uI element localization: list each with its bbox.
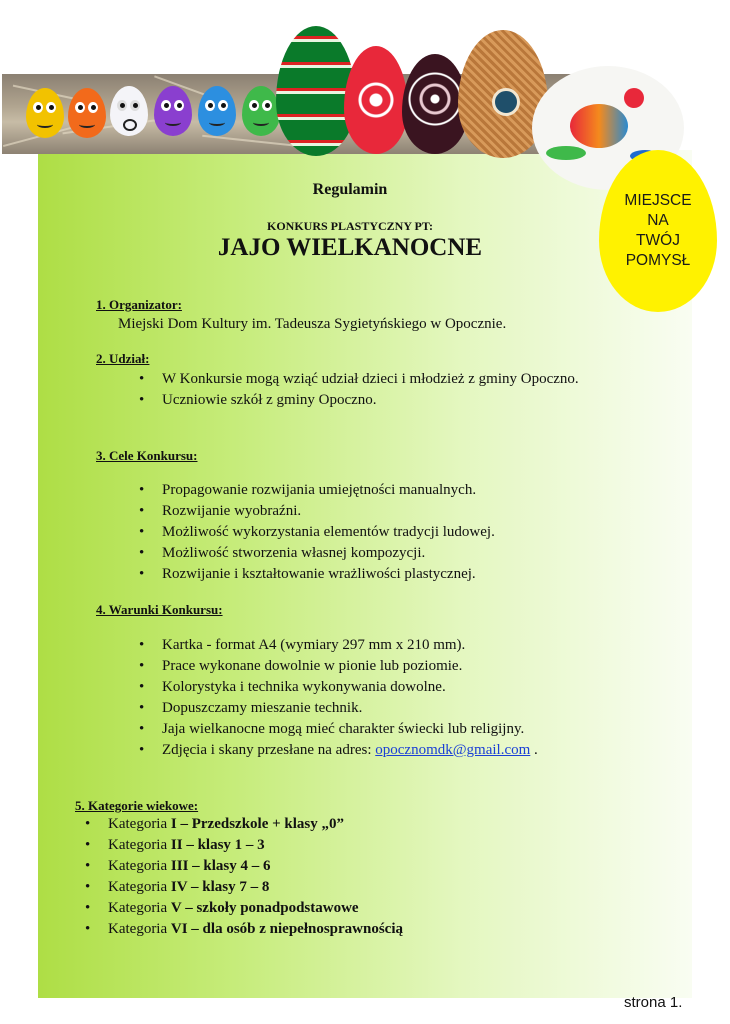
document-subheading: KONKURS PLASTYCZNY PT: — [266, 219, 433, 233]
section-organizer-title: 1. Organizator: — [96, 297, 182, 312]
face-egg-icon — [26, 88, 64, 138]
face-egg-icon — [68, 88, 106, 138]
section-participation-list — [136, 369, 624, 411]
section-participation-title: 2. Udział: — [96, 351, 150, 366]
face-egg-icon — [110, 86, 148, 136]
section-categories-list — [82, 814, 602, 940]
section-goals-title: 3. Cele Konkursu: — [96, 448, 198, 463]
decorated-egg-red-icon — [344, 46, 408, 154]
list-item — [82, 814, 602, 835]
face-egg-icon — [242, 86, 280, 136]
list-item: • Możliwość wykorzystania elementów tradycji ludowej. — [136, 522, 624, 543]
list-item — [82, 919, 602, 940]
section-conditions-title: 4. Warunki Konkursu: — [96, 602, 223, 617]
list-item: • Rozwijanie i kształtowanie wrażliwości plastycznej. — [136, 564, 624, 585]
list-item: • Kolorystyka i technika wykonywania dowolne. — [136, 677, 624, 698]
category-name: IV – klasy 7 – 8 — [170, 879, 270, 895]
list-item: • Możliwość stworzenia własnej kompozycji. — [136, 543, 624, 564]
category-prefix: Kategoria — [108, 837, 171, 853]
egg-label-line: POMYSŁ — [625, 252, 691, 269]
list-item: • Jaja wielkanocne mogą mieć charakter świecki lub religijny. — [136, 719, 624, 740]
document-heading: Regulamin — [312, 181, 388, 198]
document-title: JAJO WIELKANOCNE — [217, 234, 483, 261]
egg-label-line: MIEJSCE — [624, 192, 692, 209]
face-egg-icon — [198, 86, 236, 136]
list-item: • Uczniowie szkół z gminy Opoczno. — [136, 390, 624, 411]
email-suffix: . — [530, 742, 538, 758]
list-item: • Kartka - format A4 (wymiary 297 mm x 210 mm). — [136, 635, 624, 656]
egg-label-line: NA — [647, 212, 669, 229]
category-prefix: Kategoria — [108, 816, 171, 832]
email-link[interactable]: opocznomdk@gmail.com — [375, 742, 531, 758]
category-prefix: Kategoria — [108, 900, 171, 916]
category-name: I – Przedszkole + klasy „0” — [170, 816, 345, 832]
list-item: • Prace wykonane dowolnie w pionie lub poziomie. — [136, 656, 624, 677]
category-name: II – klasy 1 – 3 — [170, 837, 265, 853]
email-prefix: Zdjęcia i skany przesłane na adres: — [162, 742, 376, 758]
list-item: • Dopuszczamy mieszanie technik. — [136, 698, 624, 719]
section-conditions-list — [136, 635, 624, 761]
category-prefix: Kategoria — [108, 921, 171, 937]
category-name: VI – dla osób z niepełnosprawnością — [170, 921, 404, 937]
category-name: III – klasy 4 – 6 — [170, 858, 271, 874]
list-item-email — [136, 740, 624, 761]
page-number: strona 1. — [624, 994, 683, 1011]
list-item — [82, 898, 602, 919]
list-item — [82, 877, 602, 898]
section-organizer-text: Miejski Dom Kultury im. Tadeusza Sygietyńskiego w Opocznie. — [118, 316, 507, 332]
list-item: • Rozwijanie wyobraźni. — [136, 501, 624, 522]
section-categories-title: 5. Kategorie wiekowe: — [75, 798, 199, 813]
list-item — [82, 856, 602, 877]
egg-label-line: TWÓJ — [636, 232, 680, 249]
face-egg-icon — [154, 86, 192, 136]
category-name: V – szkoły ponadpodstawowe — [170, 900, 359, 916]
category-prefix: Kategoria — [108, 858, 171, 874]
decorated-egg-green-icon — [276, 26, 356, 156]
section-goals-list — [136, 480, 624, 585]
list-item: • W Konkursie mogą wziąć udział dzieci i młodzież z gminy Opoczno. — [136, 369, 624, 390]
list-item — [82, 835, 602, 856]
category-prefix: Kategoria — [108, 879, 171, 895]
list-item: • Propagowanie rozwijania umiejętności manualnych. — [136, 480, 624, 501]
